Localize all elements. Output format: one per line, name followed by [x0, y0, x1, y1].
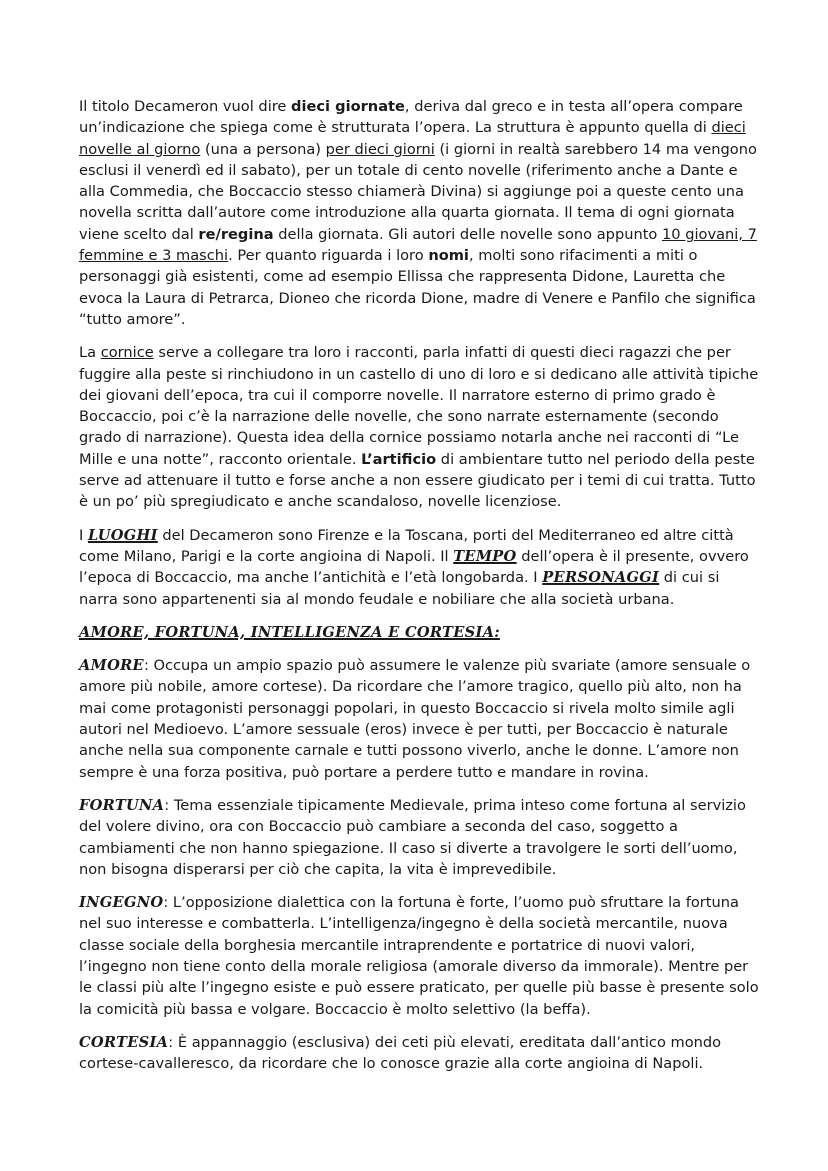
text: La: [79, 344, 101, 362]
text: Il titolo Decameron vuol dire: [79, 98, 292, 115]
text: (una a persona): [200, 140, 326, 158]
handwritten-term: TEMPO: [453, 547, 517, 565]
text: (i giorni in realtà sarebbero 14 ma vengono esclusi il venerdì ed il sabato), per un totale di cento novelle (riferimento anche a Dante e alla Commedia, che Boccaccio stesso chiamerà Divina) si aggiunge poi a queste cento una novella scritta dall’autore come introduzione alla quarta giornata. Il tema di ogni giornata viene scelto dal: [79, 140, 757, 243]
text: del Decameron sono Firenze e la Toscana, porti del Mediterraneo ed altre città come Milano, Parigi e la corte angioina di Napoli. Il: [79, 526, 734, 565]
text: : L’opposizione dialettica con la fortuna è forte, l’uomo può sfruttare la fortuna nel suo interesse e combatterla. L’intelligenza/ingegno è della società mercantile, nuova classe sociale della borghesia mercantile intraprendente e portatrice di nuovi valori, l’ingegno non tiene conto della morale religiosa (amorale diverso da immorale). Mentre per le classi più alte l’ingegno esiste e può essere praticato, per quelle più basse è presente solo la comicità più bassa e volgare. Boccaccio è molto selettivo (la beffa).: [79, 894, 759, 1018]
text: I: [79, 526, 88, 544]
paragraph-cornice: [79, 342, 759, 512]
underlined-term: 10 giovani, 7 femmine e 3 maschi: [79, 225, 757, 265]
paragraph-titolo: [79, 96, 759, 330]
text: : Occupa un ampio spazio può assumere le valenze più svariate (amore sensuale o amore più nobile, amore cortese). Da ricordare che l’amore tragico, quello più alto, non ha mai come protagonisti personaggi popolari, in questo Boccaccio si rivela molto simile agli autori nel Medioevo. L’amore sessuale (eros) invece è per tutti, per Boccaccio è naturale anche nella sua componente carnale e tutti possono viverlo, anche le donne. L’amore non sempre è una forza positiva, può portare a perdere tutto e mandare in rovina.: [79, 657, 751, 781]
handwritten-term: LUOGHI: [87, 526, 158, 544]
text: : È appannaggio (esclusiva) dei ceti più elevati, ereditata dall’antico mondo cortese-cavalleresco, da ricordare che lo conosce grazie alla corte angioina di Napoli.: [79, 1033, 722, 1073]
text: : Tema essenziale tipicamente Medievale, prima inteso come fortuna al servizio del volere divino, ora con Boccaccio può cambiare a seconda del caso, soggetto a cambiamenti che non hanno spiegazione. Il caso si diverte a travolgere le sorti dell’uomo, non bisogna disperarsi per ciò che capita, la vita è imprevedibile.: [79, 796, 746, 878]
underlined-term: dieci novelle al giorno: [79, 119, 746, 158]
text: . Per quanto riguarda i loro: [228, 247, 429, 265]
bold-term: L’artificio: [361, 450, 437, 468]
text: di cui si narra sono appartenenti sia al mondo feudale e nobiliare che alla società urbana.: [79, 569, 720, 608]
paragraph-cortesia: [79, 1032, 759, 1075]
bold-term: dieci giornate: [291, 98, 405, 115]
underlined-term: cornice: [100, 344, 154, 362]
section-heading: [79, 622, 759, 643]
underlined-term: per dieci giorni: [325, 140, 435, 158]
text: serve a collegare tra loro i racconti, parla infatti di questi dieci ragazzi che per fuggire alla peste si rinchiudono in un castello di uno di loro e si dedicano alle attività tipiche dei giovani dell’epoca, tra cui il comporre novelle. Il narratore esterno di primo grado è Boccaccio, poi c’è la narrazione delle novelle, che sono narrate esternamente (secondo grado di narrazione). Questa idea della cornice possiamo notarla anche nei racconti di “Le Mille e una notte”, racconto orientale.: [79, 344, 759, 468]
bold-term: nomi: [428, 247, 469, 265]
section-heading-text: AMORE, FORTUNA, INTELLIGENZA E CORTESIA:: [79, 623, 500, 641]
topic-label: CORTESIA: [79, 1033, 169, 1051]
paragraph-luoghi-tempo-personaggi: [79, 525, 759, 610]
text: , deriva dal greco e in testa all’opera compare un’indicazione che spiega come è strutturata l’opera. La struttura è appunto quella di: [79, 98, 743, 137]
topic-label: AMORE: [79, 657, 144, 675]
bold-term: re/regina: [198, 225, 274, 243]
document-body: [79, 96, 759, 1086]
text: dell’opera è il presente, ovvero l’epoca di Boccaccio, ma anche l’antichità e l’età longobarda. I: [79, 547, 749, 587]
paragraph-amore: [79, 655, 759, 783]
paragraph-fortuna: [79, 795, 759, 880]
text: della giornata. Gli autori delle novelle sono appunto: [273, 225, 662, 243]
paragraph-ingegno: [79, 892, 759, 1020]
topic-label: INGEGNO: [79, 894, 164, 912]
text: , molti sono rifacimenti a miti o personaggi già esistenti, come ad esempio Ellissa che rappresenta Didone, Lauretta che evoca la Laura di Petrarca, Dioneo che ricorda Dione, madre di Venere e Panfilo che significa “tutto amore”.: [79, 247, 756, 328]
handwritten-term: PERSONAGGI: [542, 569, 660, 587]
topic-label: FORTUNA: [79, 796, 165, 814]
text: di ambientare tutto nel periodo della peste serve ad attenuare il tutto e forse anche a non essere giudicato per i temi di cui tratta. Tutto è un po’ più spregiudicato e anche scandaloso, novelle licenziose.: [79, 450, 756, 511]
